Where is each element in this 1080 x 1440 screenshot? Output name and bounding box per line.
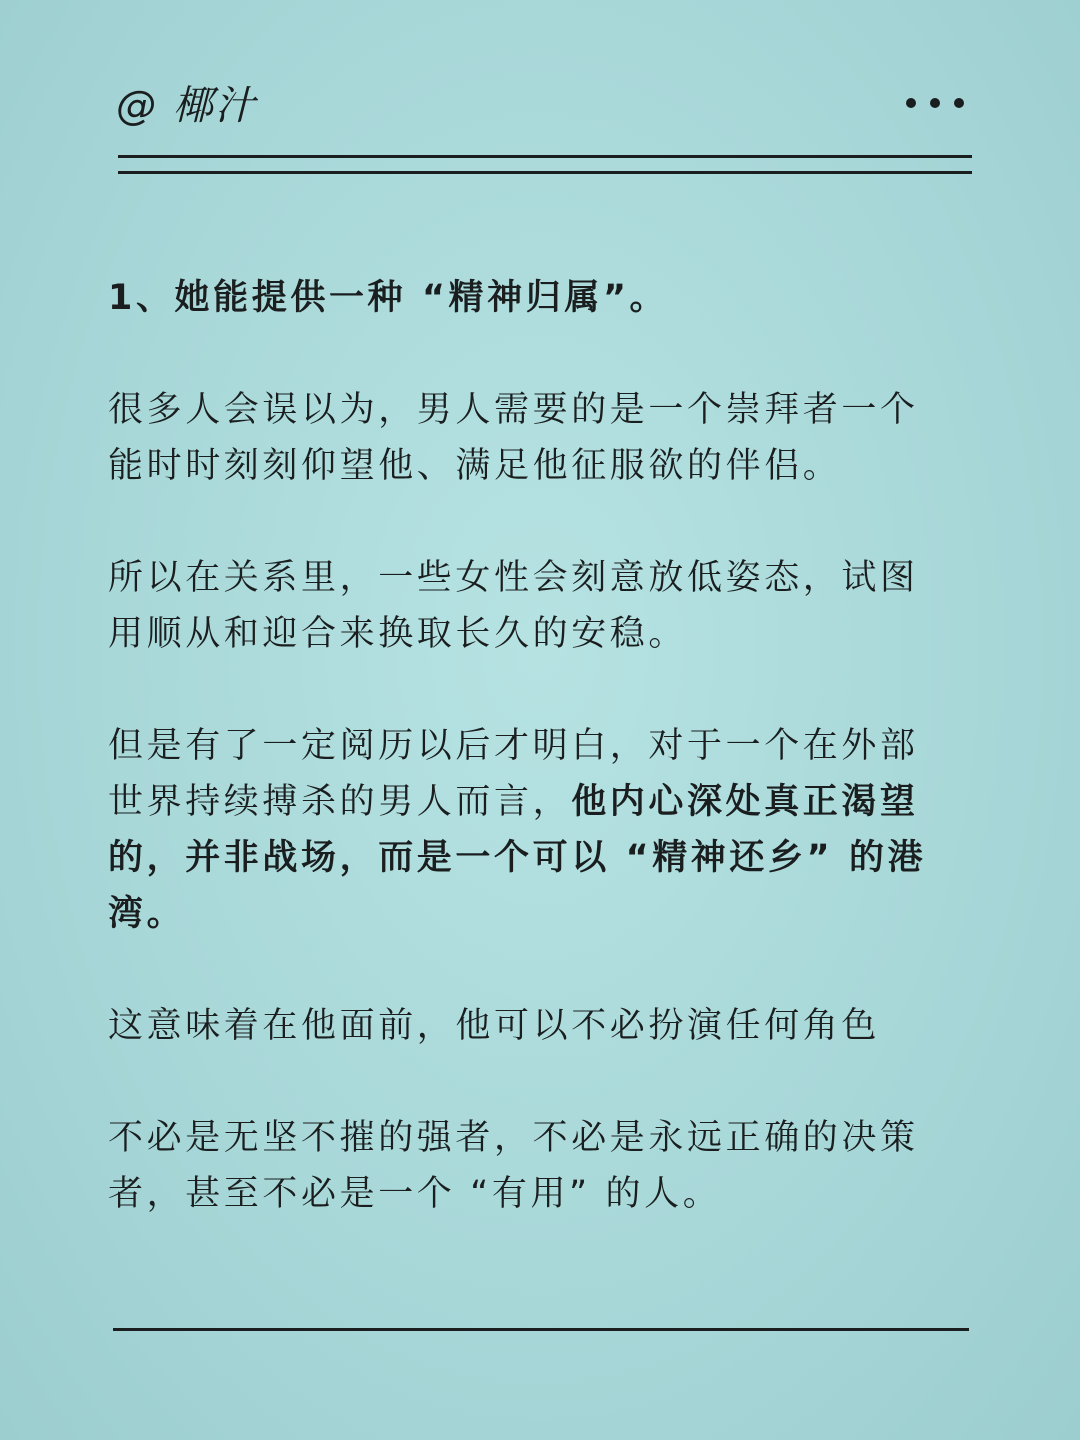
paragraph-text: 但是有了一定阅历以后才明白，对于一个在外部世界持续搏杀的男人而言，	[108, 726, 919, 822]
paragraph-emphasis: 他内心深处真正渴望的，并非战场，而是一个可以 “精神还乡” 的港湾。	[108, 782, 927, 934]
dot	[906, 98, 916, 108]
header-divider-top	[118, 155, 972, 158]
article-heading: 1、她能提供一种 “精神归属”。	[108, 278, 669, 318]
paragraph-text: 很多人会误以为，男人需要的是一个崇拜者一个能时时刻刻仰望他、满足他征服欲的伴侣。	[108, 390, 919, 486]
paragraph-text: 所以在关系里，一些女性会刻意放低姿态，试图用顺从和迎合来换取长久的安稳。	[108, 558, 919, 654]
paragraph	[108, 998, 938, 1054]
header-divider-bottom	[118, 171, 972, 174]
footer-divider	[113, 1328, 969, 1331]
dot	[930, 98, 940, 108]
paragraph	[108, 382, 938, 494]
paragraph-text: 不必是无坚不摧的强者，不必是永远正确的决策者，甚至不必是一个 “有用” 的人。	[108, 1118, 919, 1214]
paragraph	[108, 718, 938, 942]
more-horizontal-icon[interactable]	[904, 98, 966, 112]
paragraph-text: 这意味着在他面前，他可以不必扮演任何角色	[108, 1006, 881, 1046]
author-name: @ 椰汁	[116, 83, 257, 129]
paragraph	[108, 550, 938, 662]
dot	[954, 98, 964, 108]
paragraph	[108, 1110, 938, 1222]
article-body	[108, 270, 938, 1278]
